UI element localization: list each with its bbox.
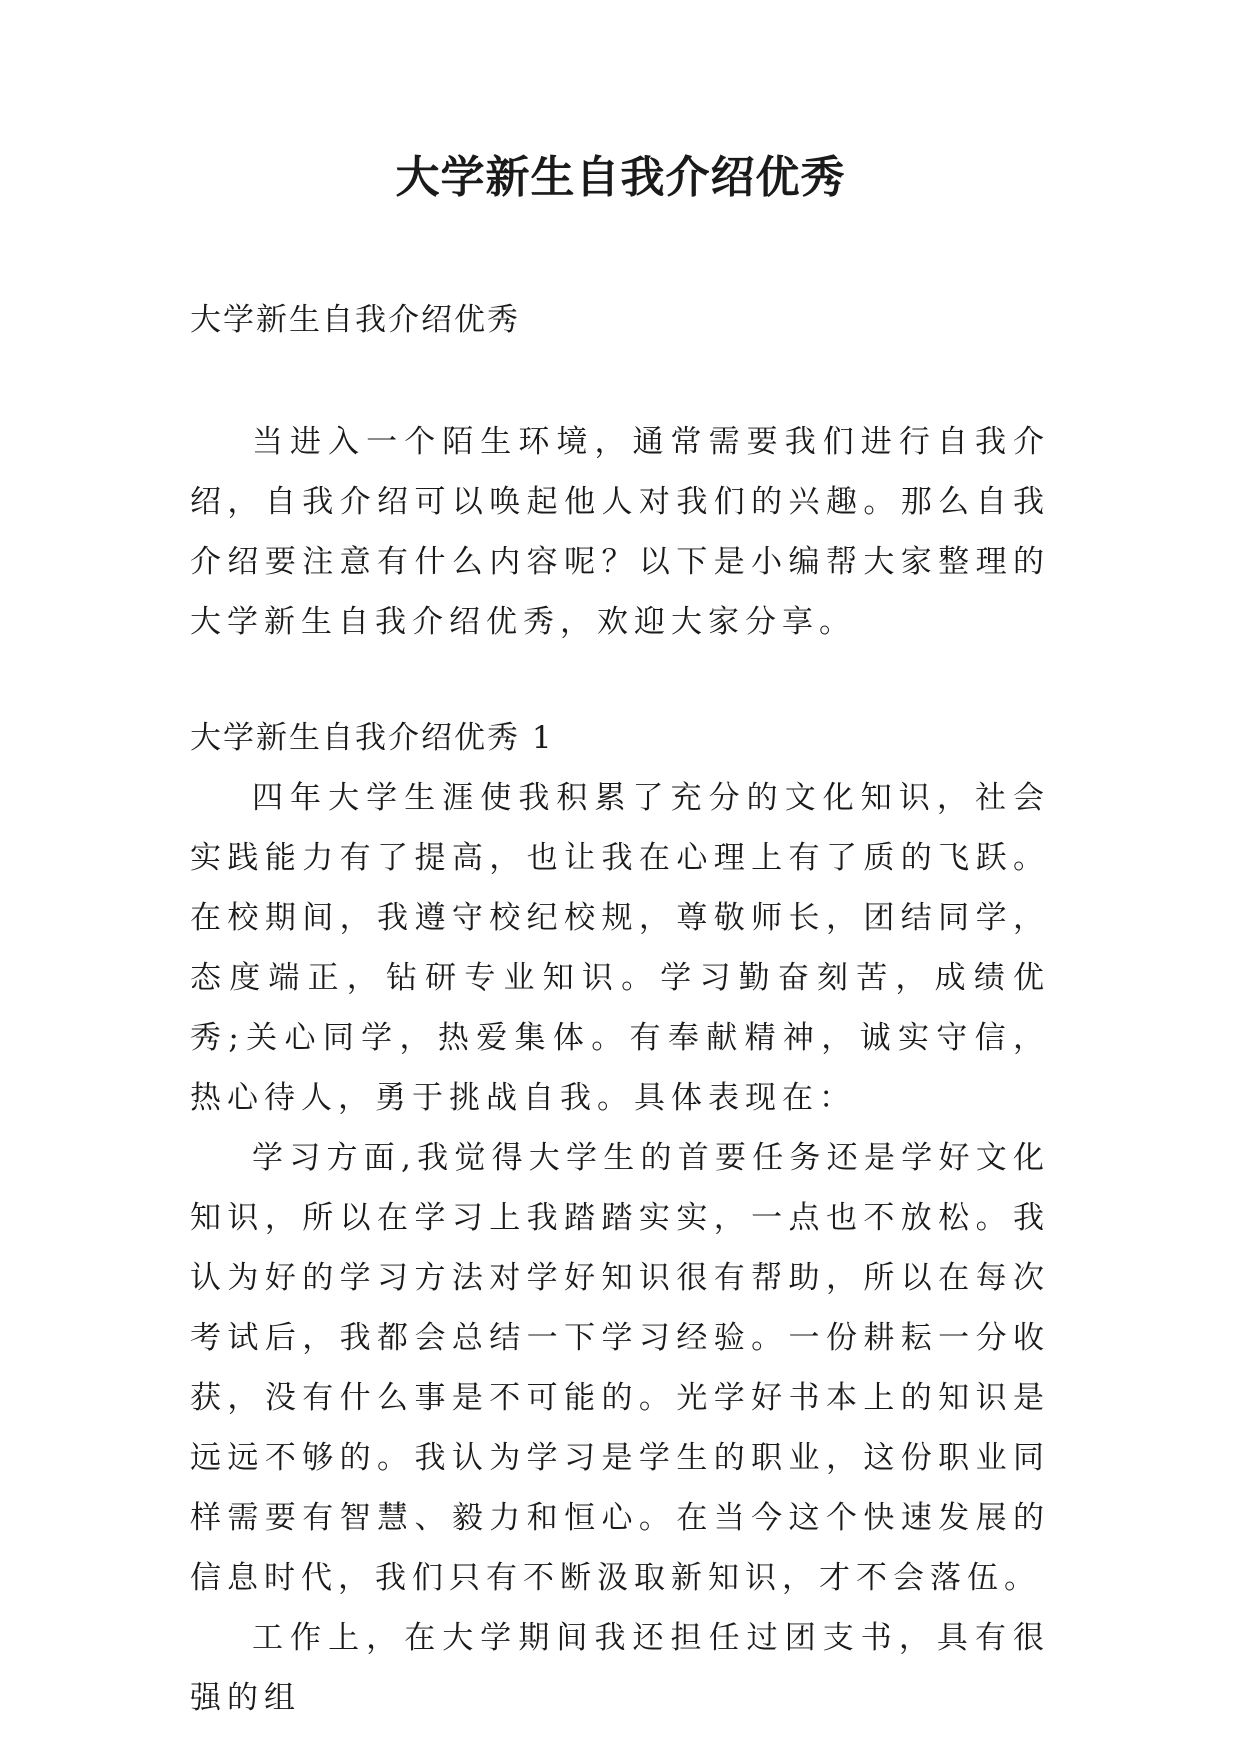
document-body bbox=[190, 290, 1050, 1728]
body-paragraph: 工作上，在大学期间我还担任过团支书，具有很强的组 bbox=[190, 1620, 1050, 1716]
spacer bbox=[190, 350, 1050, 412]
spacer bbox=[190, 652, 1050, 708]
document-subtitle: 大学新生自我介绍优秀 bbox=[190, 302, 520, 338]
document-title: 大学新生自我介绍优秀 bbox=[395, 152, 846, 203]
section-title: 大学新生自我介绍优秀 1 bbox=[190, 720, 554, 756]
intro-paragraph: 当进入一个陌生环境，通常需要我们进行自我介绍，自我介绍可以唤起他人对我们的兴趣。那么自我介绍要注意有什么内容呢？以下是小编帮大家整理的大学新生自我介绍优秀，欢迎大家分享。 bbox=[190, 424, 1050, 640]
body-paragraph: 四年大学生涯使我积累了充分的文化知识，社会实践能力有了提高，也让我在心理上有了质的飞跃。在校期间，我遵守校纪校规，尊敬师长，团结同学，态度端正，钻研专业知识。学习勤奋刻苦，成绩优秀;关心同学，热爱集体。有奉献精神，诚实守信，热心待人，勇于挑战自我。具体表现在： bbox=[190, 780, 1050, 1116]
body-paragraph: 学习方面,我觉得大学生的首要任务还是学好文化知识，所以在学习上我踏踏实实，一点也不放松。我认为好的学习方法对学好知识很有帮助，所以在每次考试后，我都会总结一下学习经验。一份耕耘一分收获，没有什么事是不可能的。光学好书本上的知识是远远不够的。我认为学习是学生的职业，这份职业同样需要有智慧、毅力和恒心。在当今这个快速发展的信息时代，我们只有不断汲取新知识，才不会落伍。 bbox=[190, 1140, 1050, 1596]
